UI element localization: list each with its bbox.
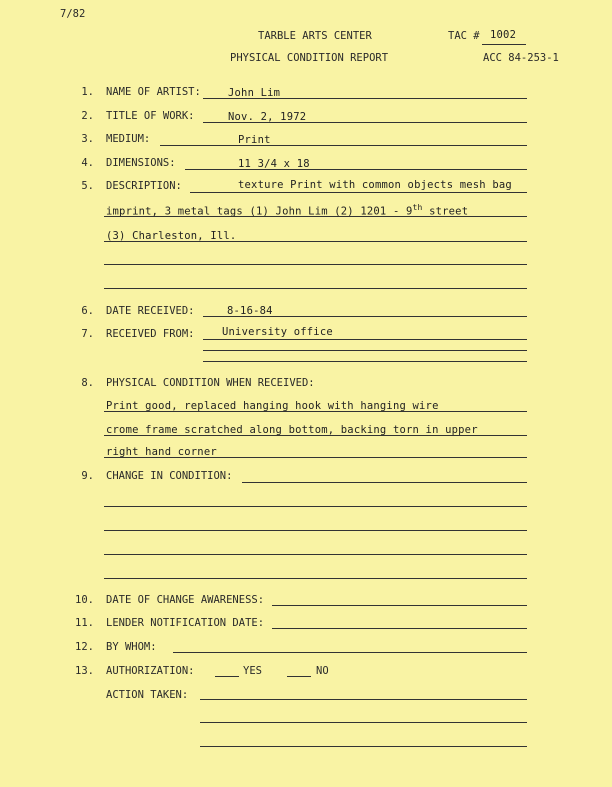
received-from-line (203, 339, 527, 340)
action-taken-label: ACTION TAKEN: (106, 689, 189, 701)
description-label: DESCRIPTION: (106, 180, 182, 192)
date-received-label: DATE RECEIVED: (106, 305, 195, 317)
report-title: PHYSICAL CONDITION REPORT (230, 52, 389, 64)
physical-condition-line-3-rule (104, 457, 527, 458)
change-condition-line (242, 482, 527, 483)
received-from-line-2 (203, 350, 527, 351)
medium-label: MEDIUM: (106, 133, 151, 145)
authorization-yes-label: YES (243, 665, 262, 677)
dimensions-label: DIMENSIONS: (106, 157, 176, 169)
change-awareness-label: DATE OF CHANGE AWARENESS: (106, 594, 265, 606)
item-number: 5. (81, 180, 94, 192)
center-name: TARBLE ARTS CENTER (258, 30, 372, 42)
authorization-yes-blank (215, 676, 239, 677)
action-taken-line-2 (200, 722, 527, 723)
action-taken-line-3 (200, 746, 527, 747)
title-line (203, 122, 527, 123)
description-line-2: imprint, 3 metal tags (1) John Lim (2) 1201 - 9th street (106, 203, 469, 218)
artist-label: NAME OF ARTIST: (106, 86, 201, 98)
item-number: 4. (81, 157, 94, 169)
item-number: 9. (81, 470, 94, 482)
item-number: 7. (81, 328, 94, 340)
authorization-no-blank (287, 676, 311, 677)
item-number: 6. (81, 305, 94, 317)
title-label: TITLE OF WORK: (106, 110, 195, 122)
item-number: 13. (75, 665, 94, 677)
description-line-3-rule (104, 241, 527, 242)
authorization-no-label: NO (316, 665, 329, 677)
description-line-3: (3) Charleston, Ill. (106, 230, 237, 242)
title-value: Nov. 2, 1972 (228, 111, 307, 123)
by-whom-line (173, 652, 527, 653)
physical-condition-line-1: Print good, replaced hanging hook with hanging wire (106, 400, 439, 412)
physical-condition-label: PHYSICAL CONDITION WHEN RECEIVED: (106, 377, 315, 389)
change-condition-line-2 (104, 506, 527, 507)
authorization-label: AUTHORIZATION: (106, 665, 195, 677)
physical-condition-line-2-rule (104, 435, 527, 436)
tac-number: 1002 (490, 29, 517, 41)
physical-condition-line-1-rule (104, 411, 527, 412)
item-number: 8. (81, 377, 94, 389)
artist-value: John Lim (228, 87, 281, 99)
artist-line (203, 98, 527, 99)
dimensions-line (185, 169, 527, 170)
date-received-value: 8-16-84 (227, 305, 273, 317)
received-from-value: University office (222, 326, 333, 338)
change-awareness-line (272, 605, 527, 606)
item-number: 3. (81, 133, 94, 145)
description-line-1-rule (190, 192, 527, 193)
item-number: 12. (75, 641, 94, 653)
item-number: 11. (75, 617, 94, 629)
description-line-2-rule (104, 216, 527, 217)
by-whom-label: BY WHOM: (106, 641, 157, 653)
tac-underline (482, 44, 526, 45)
medium-value: Print (238, 134, 271, 146)
received-from-line-3 (203, 361, 527, 362)
change-condition-label: CHANGE IN CONDITION: (106, 470, 233, 482)
action-taken-line (200, 699, 527, 700)
physical-condition-line-2: crome frame scratched along bottom, backing torn in upper (106, 424, 478, 436)
item-number: 1. (81, 86, 94, 98)
received-from-label: RECEIVED FROM: (106, 328, 195, 340)
medium-line (160, 145, 527, 146)
item-number: 2. (81, 110, 94, 122)
lender-notification-line (272, 628, 527, 629)
change-condition-line-4 (104, 554, 527, 555)
change-condition-line-5 (104, 578, 527, 579)
description-line-4-rule (104, 264, 527, 265)
change-condition-line-3 (104, 530, 527, 531)
tac-label: TAC # (448, 30, 480, 42)
lender-notification-label: LENDER NOTIFICATION DATE: (106, 617, 265, 629)
description-line-5-rule (104, 288, 527, 289)
physical-condition-line-3: right hand corner (106, 446, 217, 458)
acc-number: ACC 84-253-1 (483, 52, 559, 64)
description-line-1: texture Print with common objects mesh bag (238, 179, 512, 191)
item-number: 10. (75, 594, 94, 606)
date-received-line (203, 316, 527, 317)
dimensions-value: 11 3/4 x 18 (238, 158, 310, 170)
date-code: 7/82 (60, 8, 86, 20)
